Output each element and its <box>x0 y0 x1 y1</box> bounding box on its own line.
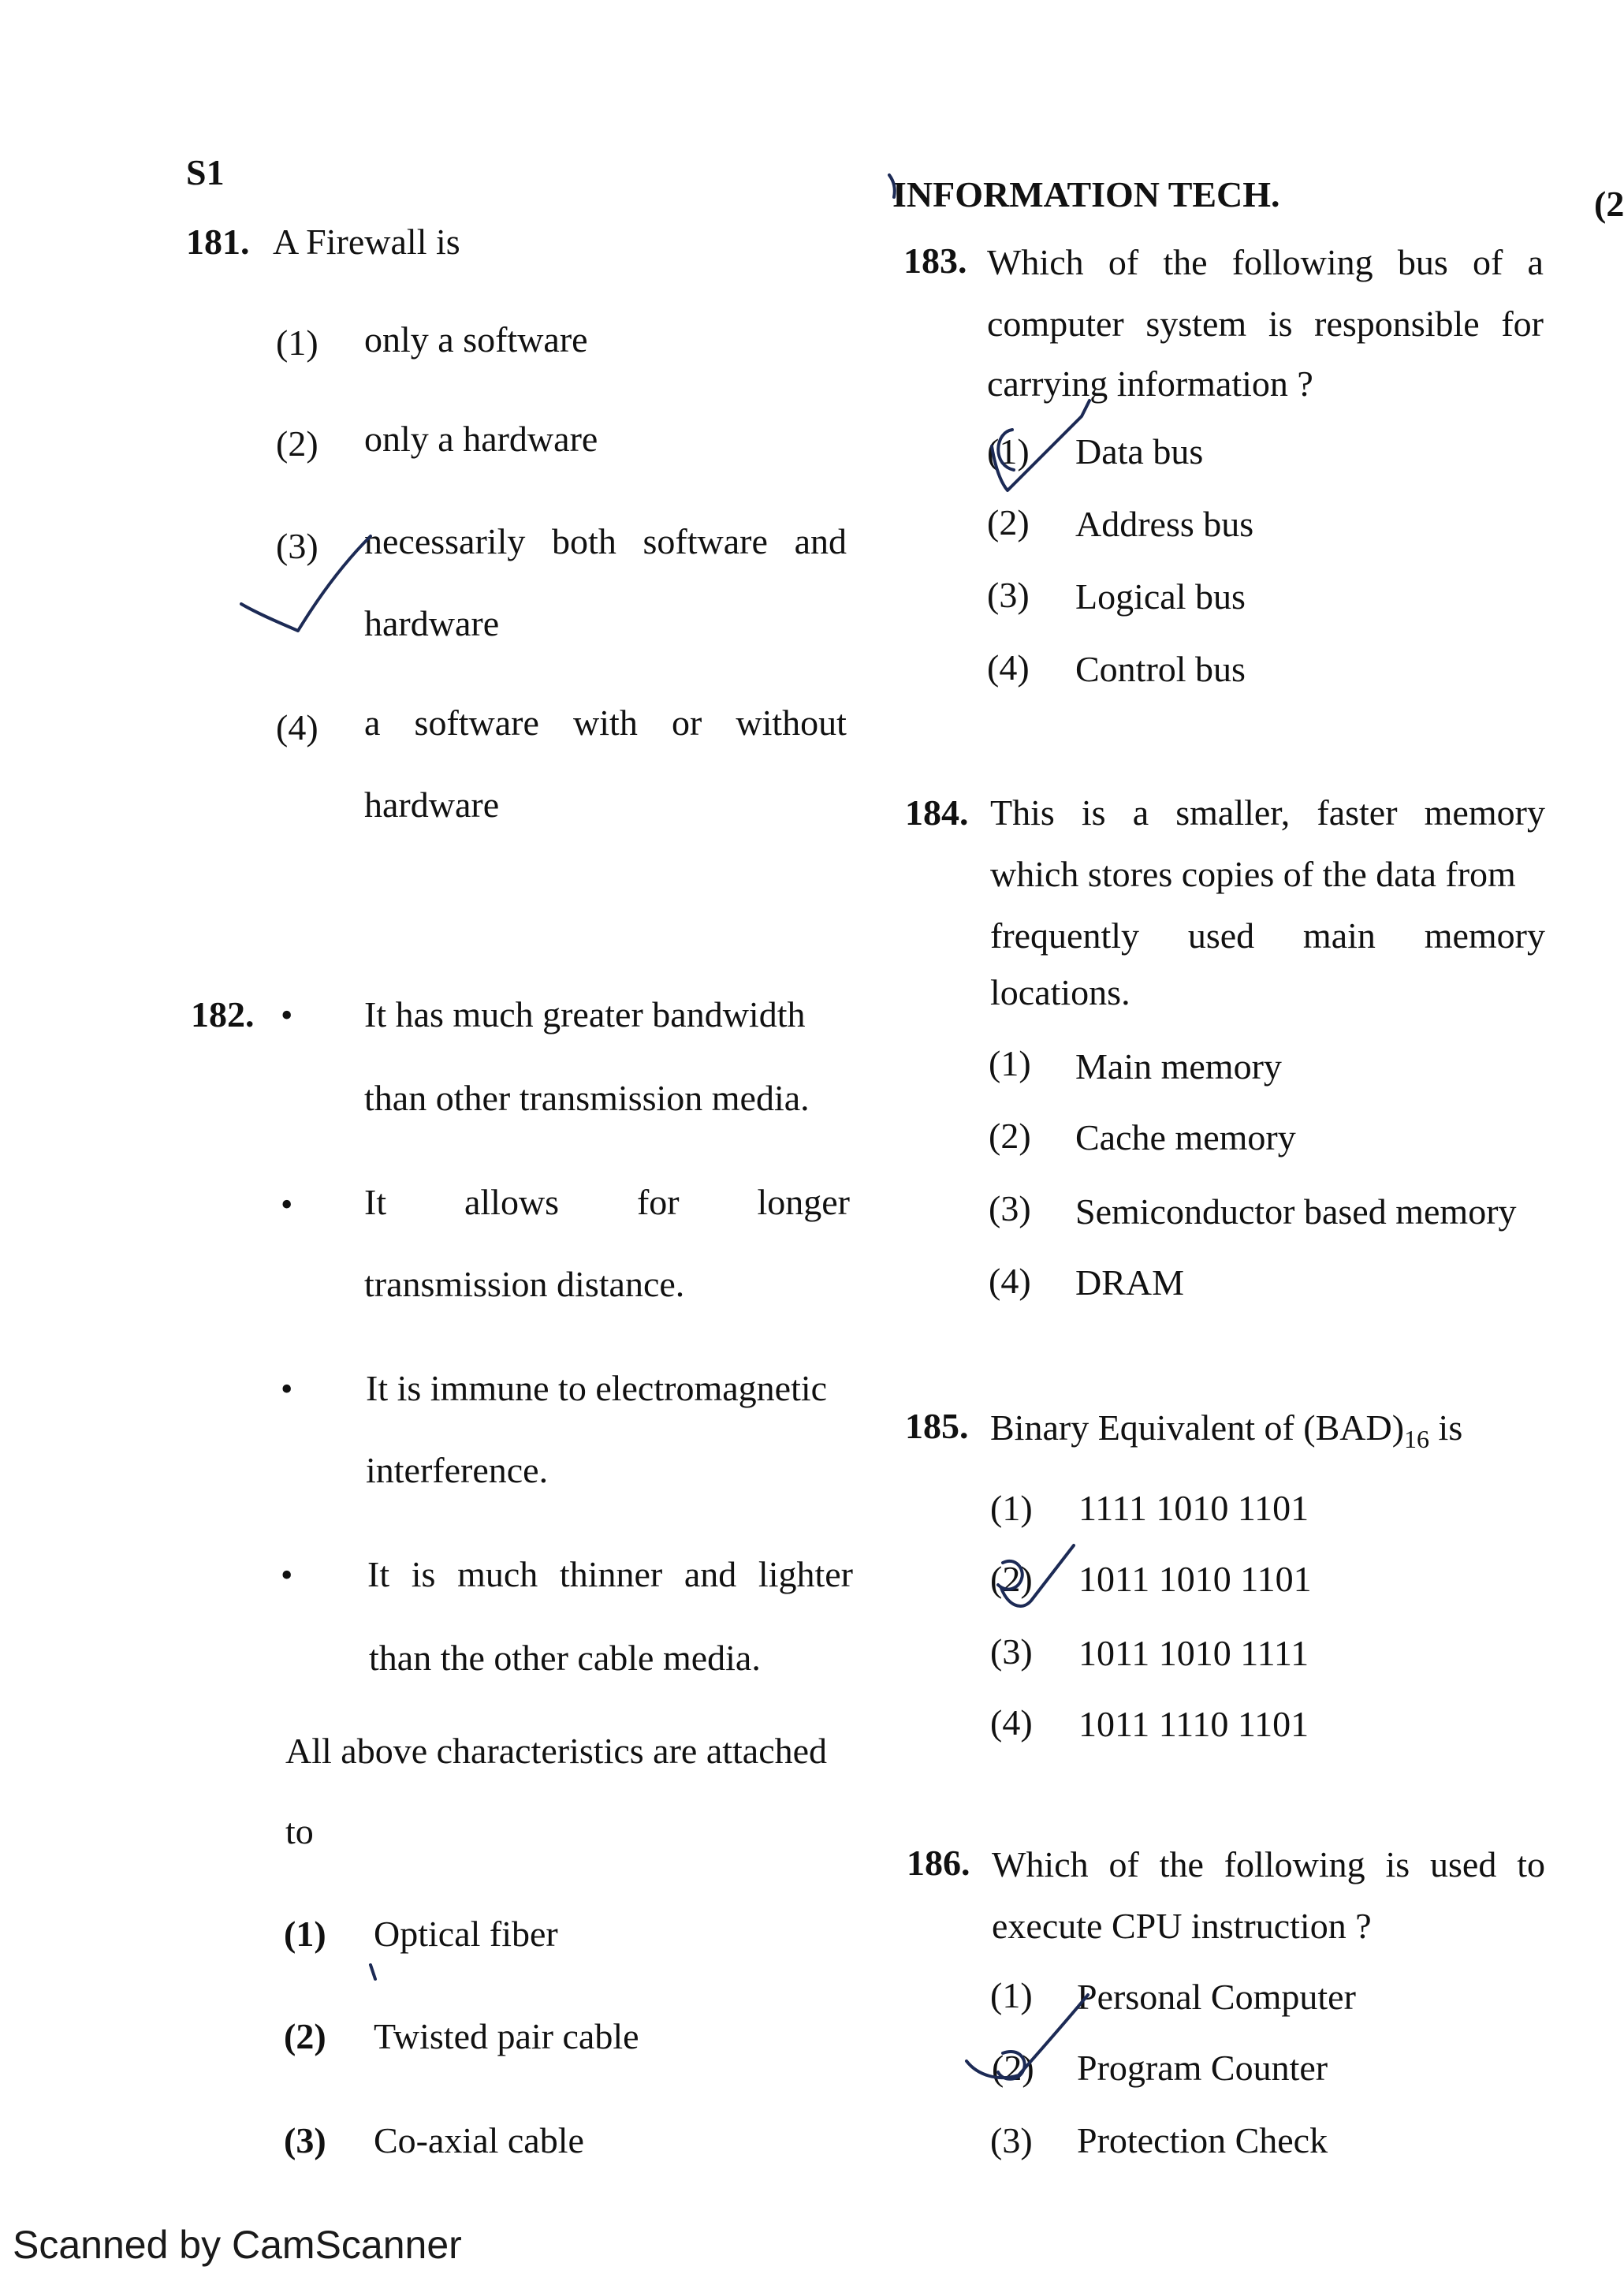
q182-bullet4-line2: than the other cable media. <box>369 1638 761 1678</box>
q185-opt1-number: (1) <box>990 1488 1033 1528</box>
q181-opt2-text[interactable]: only a hardware <box>364 419 598 459</box>
q185-number: 185. <box>905 1406 969 1446</box>
q182-bullet4-w5: and <box>683 1554 737 1594</box>
q181-stem: A Firewall is <box>273 222 460 262</box>
q181-opt3-w4: and <box>794 521 847 561</box>
q181-opt1-number: (1) <box>276 322 318 363</box>
q185-opt4-number: (4) <box>990 1702 1033 1743</box>
q181-opt4-w5: without <box>736 703 847 743</box>
q181-opt2-number: (2) <box>276 423 318 464</box>
subject-title: INFORMATION TECH. <box>892 174 1280 214</box>
q185-stem-suffix: is <box>1429 1407 1463 1448</box>
q183-w1: Which <box>987 242 1084 282</box>
q182-number: 182. <box>191 994 255 1034</box>
q182-bullet4-line1 <box>367 1556 853 1593</box>
q184-w8: used <box>1187 915 1255 956</box>
q183-opt3-number: (3) <box>987 575 1030 615</box>
q185-opt3-text[interactable]: 1011 1010 1111 <box>1078 1633 1309 1673</box>
q183-w6: of <box>1472 242 1503 282</box>
q183-w10: is <box>1268 304 1293 344</box>
q182-bullet2-w4: longer <box>757 1182 850 1222</box>
q184-w10: memory <box>1424 915 1545 956</box>
q182-opt1-text[interactable]: Optical fiber <box>374 1914 558 1954</box>
q182-opt3-text[interactable]: Co-axial cable <box>374 2120 584 2160</box>
q183-w4: following <box>1231 242 1373 282</box>
q182-bullet2-w3: for <box>636 1182 680 1222</box>
q184-w2: is <box>1081 792 1106 833</box>
q184-w1: This <box>990 792 1055 833</box>
q186-stem-line1 <box>992 1844 1545 1884</box>
q186-w7: to <box>1517 1844 1545 1884</box>
q183-w3: the <box>1163 242 1208 282</box>
q184-w4: smaller, <box>1175 792 1291 833</box>
q182-bullet2-line2: transmission distance. <box>364 1264 685 1304</box>
q186-w5: is <box>1385 1844 1410 1884</box>
q186-opt2-number: (2) <box>992 2048 1034 2088</box>
q185-stem <box>990 1407 1463 1453</box>
q181-opt3-text[interactable] <box>364 521 847 561</box>
q184-opt4-number: (4) <box>989 1261 1031 1301</box>
q185-stem-prefix: Binary Equivalent of (BAD) <box>990 1407 1405 1448</box>
q184-stem-line1 <box>990 792 1545 833</box>
q183-w7: a <box>1527 242 1544 282</box>
q182-bullet2-w2: allows <box>464 1182 560 1222</box>
q183-opt2-number: (2) <box>987 502 1030 542</box>
q181-opt3-w3: software <box>643 521 768 561</box>
q182-bullet1-line1: It has much greater bandwidth <box>364 994 806 1034</box>
q182-bullet4-dot: • <box>281 1556 293 1594</box>
page-number-fragment: (2 <box>1594 184 1624 224</box>
q182-opt2-number: (2) <box>284 2016 326 2056</box>
q182-bullet2-w1: It <box>364 1182 387 1222</box>
q183-number: 183. <box>903 240 967 281</box>
q182-bullet3-dot: • <box>281 1370 293 1408</box>
q185-opt3-number: (3) <box>990 1631 1033 1672</box>
q183-stem-line1 <box>987 244 1544 281</box>
q181-opt4-w1: a <box>364 703 381 743</box>
q182-bullet4-w3: much <box>457 1554 538 1594</box>
q183-opt4-number: (4) <box>987 647 1030 688</box>
q182-bullet2-line1 <box>364 1184 850 1221</box>
q185-opt1-text[interactable]: 1111 1010 1101 <box>1078 1488 1309 1528</box>
q185-opt2-text[interactable]: 1011 1010 1101 <box>1078 1559 1312 1599</box>
q185-opt2-number: (2) <box>990 1559 1033 1599</box>
q185-stem-subscript: 16 <box>1404 1425 1430 1453</box>
q182-bullet1-dot: • <box>281 996 293 1034</box>
q184-w5: faster <box>1317 792 1398 833</box>
q182-bullet1-line2: than other transmission media. <box>364 1078 810 1118</box>
q181-opt4-w2: software <box>414 703 539 743</box>
q181-opt4-text[interactable] <box>364 705 847 741</box>
q182-opt3-number: (3) <box>284 2120 326 2160</box>
q185-opt4-text[interactable]: 1011 1110 1101 <box>1078 1704 1309 1744</box>
q182-opt1-number: (1) <box>284 1914 326 1954</box>
q184-stem-line2: which stores copies of the data from <box>990 854 1516 894</box>
q184-opt4-text[interactable]: DRAM <box>1075 1262 1185 1303</box>
q182-bullet4-w4: thinner <box>559 1554 663 1594</box>
q182-summary-line1: All above characteristics are attached <box>285 1731 828 1771</box>
q183-opt1-number: (1) <box>987 431 1030 472</box>
section-code: S1 <box>186 152 225 192</box>
q183-w2: of <box>1108 242 1139 282</box>
scanner-watermark: Scanned by CamScanner <box>13 2223 462 2267</box>
q181-opt3-number: (3) <box>276 526 318 566</box>
q186-number: 186. <box>907 1843 970 1883</box>
q182-bullet4-w6: lighter <box>758 1554 853 1594</box>
q186-w1: Which <box>992 1844 1089 1884</box>
q182-summary-line2: to <box>285 1811 314 1851</box>
q186-stem-line2: execute CPU instruction ? <box>992 1906 1372 1946</box>
q182-bullet4-w1: It <box>367 1554 390 1594</box>
q182-bullet3-line1: It is immune to electromagnetic <box>366 1368 828 1408</box>
q182-opt2-text[interactable]: Twisted pair cable <box>374 2016 639 2056</box>
q184-opt3-text[interactable]: Semiconductor based memory <box>1075 1191 1517 1232</box>
q183-opt3-text[interactable]: Logical bus <box>1075 576 1246 617</box>
q182-bullet2-dot: • <box>281 1185 293 1224</box>
q181-opt3-w1: necessarily <box>364 521 526 561</box>
q184-w9: main <box>1302 915 1376 956</box>
q184-stem-line3 <box>990 915 1545 956</box>
q183-stem-line3: carrying information ? <box>987 363 1313 404</box>
q184-opt2-text[interactable]: Cache memory <box>1075 1117 1296 1157</box>
q186-opt1-text[interactable]: Personal Computer <box>1077 1977 1356 2017</box>
q186-w3: the <box>1159 1844 1204 1884</box>
q182-bullet4-w2: is <box>411 1554 436 1594</box>
q186-w4: following <box>1224 1844 1365 1884</box>
q184-w7: frequently <box>990 915 1140 956</box>
q181-opt1-text[interactable]: only a software <box>364 319 588 360</box>
q184-opt1-text[interactable]: Main memory <box>1075 1046 1282 1087</box>
q181-opt4-line2: hardware <box>364 785 500 825</box>
q184-number: 184. <box>905 792 969 833</box>
q181-opt4-w3: with <box>573 703 638 743</box>
q183-opt1-text[interactable]: Data bus <box>1075 431 1204 472</box>
q183-opt2-text[interactable]: Address bus <box>1075 504 1254 544</box>
q183-opt4-text[interactable]: Control bus <box>1075 649 1246 689</box>
q186-opt3-number: (3) <box>990 2120 1033 2160</box>
q181-opt4-number: (4) <box>276 707 318 747</box>
q184-opt3-number: (3) <box>989 1188 1031 1228</box>
q181-opt3-line2: hardware <box>364 603 500 643</box>
q183-w5: bus <box>1397 242 1448 282</box>
q183-stem-line2 <box>987 306 1544 342</box>
q183-w9: system <box>1145 304 1247 344</box>
q181-opt3-w2: both <box>552 521 616 561</box>
q184-stem-line4: locations. <box>990 972 1130 1012</box>
q184-opt1-number: (1) <box>989 1043 1031 1083</box>
q186-opt3-text[interactable]: Protection Check <box>1077 2120 1328 2160</box>
q181-opt4-w4: or <box>671 703 702 743</box>
q182-bullet3-line2: interference. <box>366 1450 549 1490</box>
q186-w2: of <box>1108 1844 1139 1884</box>
q184-opt2-number: (2) <box>989 1116 1031 1156</box>
q183-w11: responsible <box>1314 304 1480 344</box>
q181-number: 181. <box>186 222 250 262</box>
q184-w6: memory <box>1424 792 1545 833</box>
q186-opt2-text[interactable]: Program Counter <box>1077 2048 1328 2088</box>
q186-opt1-number: (1) <box>990 1975 1033 2015</box>
q183-w8: computer <box>987 304 1124 344</box>
q186-w6: used <box>1430 1844 1497 1884</box>
q183-w12: for <box>1501 304 1544 344</box>
q184-w3: a <box>1132 792 1149 833</box>
pen-stroke-icon <box>371 1965 375 1979</box>
